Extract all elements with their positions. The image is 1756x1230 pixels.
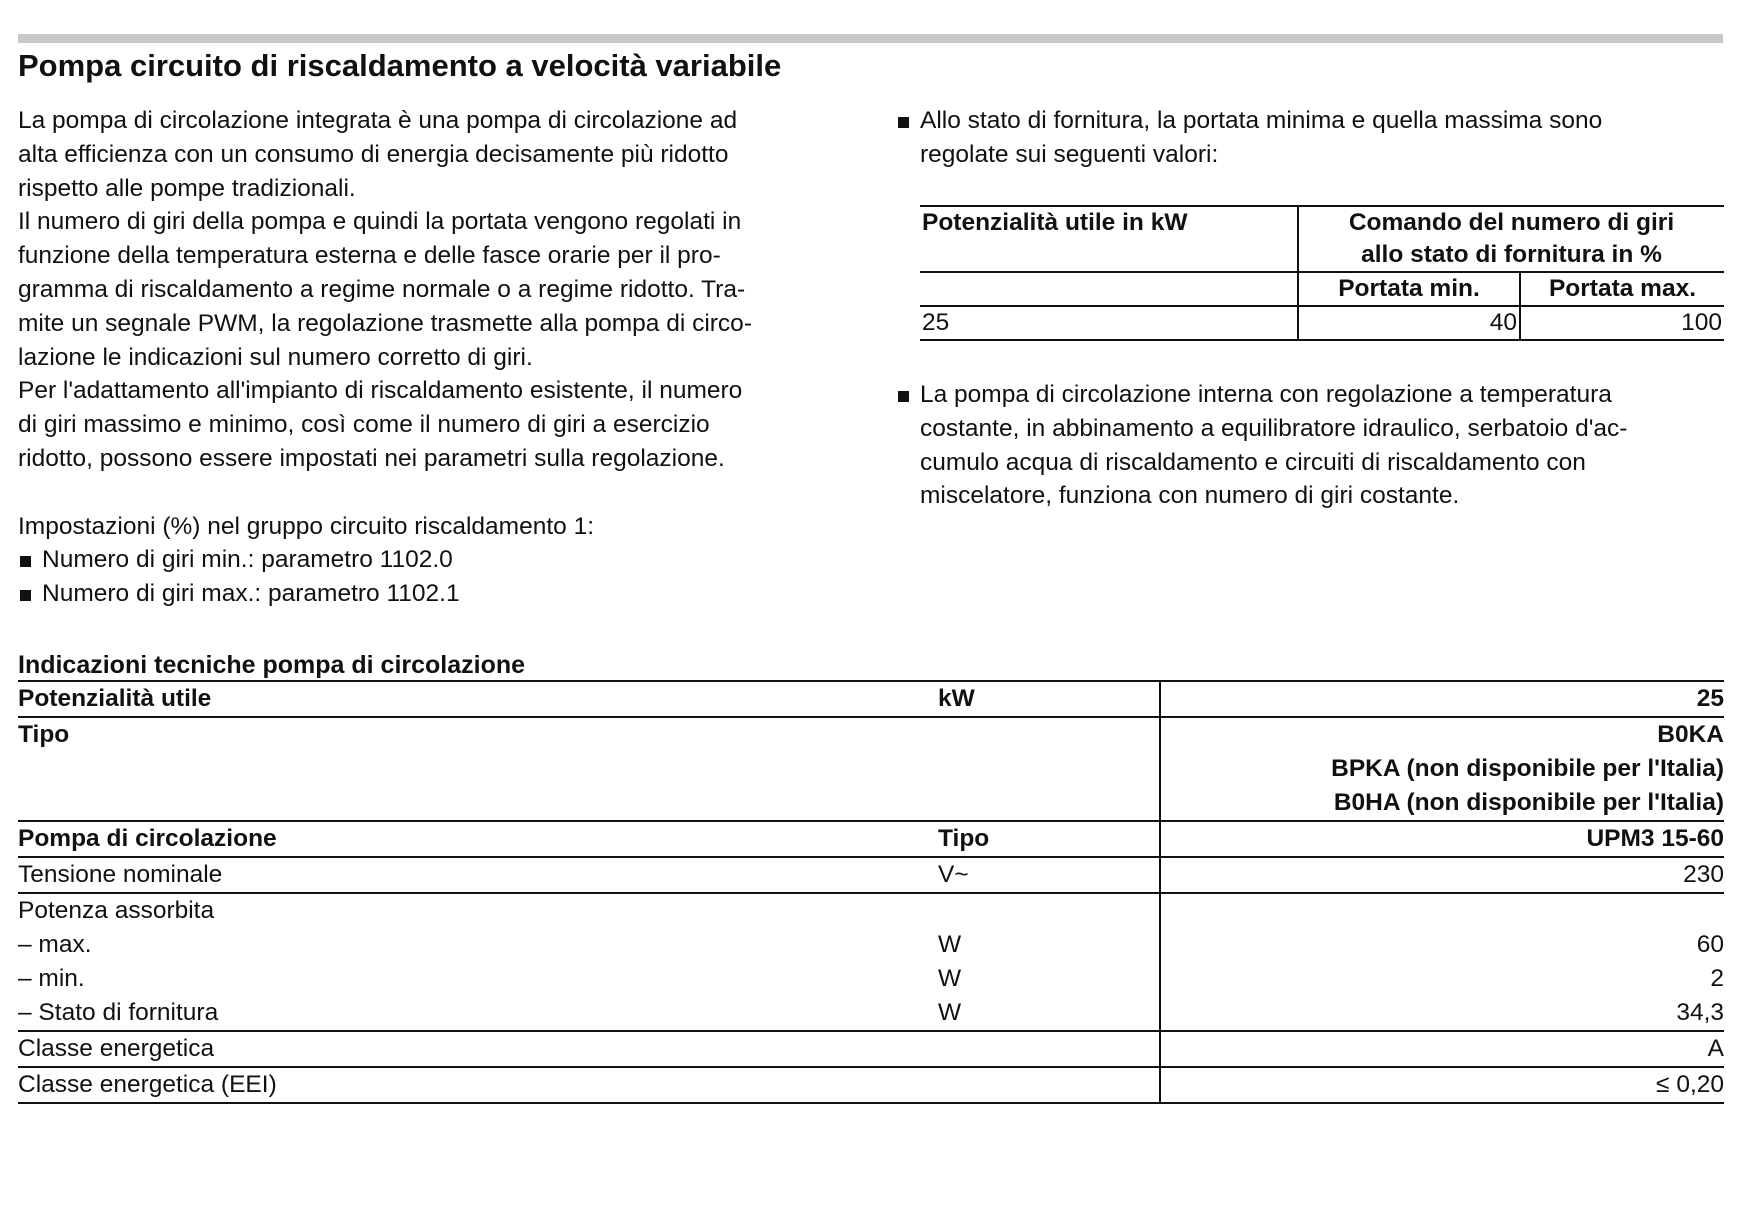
absorbed-min-unit: W: [938, 965, 962, 992]
value-energy-class: A: [1160, 1031, 1724, 1067]
absorbed-delivery-label: – Stato di fornitura: [18, 999, 219, 1026]
cell-power: 25: [920, 306, 1298, 340]
group-header-line: Comando del numero di giri: [1348, 209, 1675, 236]
type-value: BPKA (non disponibile per l'Italia): [1331, 755, 1724, 782]
text-line: alta efficienza con un consumo di energia decisamente più ridotto: [18, 140, 729, 168]
text-line: Per l'adattamento all'impianto di riscaldamento esistente, il numero: [18, 377, 743, 405]
cell-min: 40: [1298, 306, 1520, 340]
label-energy-class: Classe energetica: [18, 1031, 938, 1067]
absorbed-delivery-value: 34,3: [1676, 999, 1724, 1026]
table-row: [18, 717, 1724, 821]
square-bullet-icon: [898, 391, 909, 402]
label-eei: Classe energetica (EEI): [18, 1067, 938, 1103]
table-row: [18, 893, 1724, 1031]
settings-item: [18, 577, 848, 611]
left-column: [18, 104, 848, 611]
right-column: [896, 104, 1724, 172]
unit-power: kW: [938, 681, 1160, 717]
delivery-settings-table: [920, 205, 1724, 341]
settings-item-text: Numero di giri max.: parametro 1102.1: [42, 580, 460, 608]
unit-type: [938, 717, 1160, 821]
absorbed-max-value: 60: [1696, 931, 1724, 958]
unit-pump: Tipo: [938, 821, 1160, 857]
text-line: rispetto alle pompe tradizionali.: [18, 174, 356, 202]
sub-header-min: Portata min.: [1298, 272, 1520, 306]
value-voltage: 230: [1160, 857, 1724, 893]
cell-max: 100: [1520, 306, 1724, 340]
table-row: [18, 857, 1724, 893]
table-row: [18, 1031, 1724, 1067]
tech-specs-table: [18, 680, 1724, 1104]
value-eei: ≤ 0,20: [1160, 1067, 1724, 1103]
value-type: [1160, 717, 1724, 821]
unit-absorbed: [938, 893, 1160, 1031]
blank-cell: [920, 272, 1298, 306]
spacer: [1161, 894, 1724, 928]
table-row: [18, 681, 1724, 717]
text-line: ridotto, possono essere impostati nei parametri sulla regolazione.: [18, 444, 725, 472]
group-header-line: allo stato di fornitura in %: [1361, 241, 1662, 268]
value-pump: UPM3 15-60: [1160, 821, 1724, 857]
text-line: funzione della temperatura esterna e delle fasce orarie per il pro-: [18, 242, 721, 270]
text-line: regolate sui seguenti valori:: [920, 140, 1219, 168]
unit-voltage: V~: [938, 857, 1160, 893]
value-absorbed: [1160, 893, 1724, 1031]
square-bullet-icon: [898, 117, 909, 128]
tech-table-title: Indicazioni tecniche pompa di circolazione: [18, 651, 526, 679]
type-value: B0HA (non disponibile per l'Italia): [1333, 789, 1724, 816]
square-bullet-icon: [20, 590, 31, 601]
text-line: di giri massimo e minimo, così come il numero di giri a esercizio: [18, 411, 710, 439]
text-line: mite un segnale PWM, la regolazione trasmette alla pompa di circo-: [18, 309, 752, 337]
label-absorbed: [18, 893, 938, 1031]
text-line: Allo stato di fornitura, la portata minima e quella massima sono: [920, 107, 1603, 134]
absorbed-min-value: 2: [1710, 965, 1724, 992]
settings-item-text: Numero di giri min.: parametro 1102.0: [42, 546, 453, 574]
label-pump: Pompa di circolazione: [18, 821, 938, 857]
absorbed-min-label: – min.: [18, 965, 85, 992]
settings-item: [18, 543, 848, 577]
sub-header-max: Portata max.: [1520, 272, 1724, 306]
value-power: 25: [1160, 681, 1724, 717]
table-row: [18, 1067, 1724, 1103]
text-line: gramma di riscaldamento a regime normale o a regime ridotto. Tra-: [18, 275, 746, 303]
text-line: La pompa di circolazione interna con regolazione a temperatura: [920, 381, 1612, 408]
text-line: cumulo acqua di riscaldamento e circuiti di riscaldamento con: [920, 448, 1586, 476]
unit-energy-class: [938, 1031, 1160, 1067]
unit-eei: [938, 1067, 1160, 1103]
bullet-constant-speed: [896, 378, 1724, 513]
text-line: costante, in abbinamento a equilibratore idraulico, serbatoio d'ac-: [920, 414, 1628, 442]
square-bullet-icon: [20, 556, 31, 567]
table-row: [18, 821, 1724, 857]
col-header-power: Potenzialità utile in kW: [920, 206, 1298, 272]
label-voltage: Tensione nominale: [18, 857, 938, 893]
settings-intro: Impostazioni (%) nel gruppo circuito riscaldamento 1:: [18, 512, 595, 540]
label-type: Tipo: [18, 717, 938, 821]
text-line: miscelatore, funziona con numero di giri costante.: [920, 482, 1460, 510]
right-column-lower: [896, 378, 1724, 513]
top-rule: [18, 34, 1723, 43]
type-value: B0KA: [1657, 721, 1724, 748]
page-title: Pompa circuito di riscaldamento a velocità variabile: [18, 48, 782, 83]
spacer: [938, 894, 1159, 928]
text-line: La pompa di circolazione integrata è una pompa di circolazione ad: [18, 107, 738, 134]
absorbed-delivery-unit: W: [938, 999, 962, 1026]
absorbed-max-unit: W: [938, 931, 962, 958]
absorbed-max-label: – max.: [18, 931, 92, 958]
bullet-delivery-values: [896, 104, 1724, 172]
text-line: lazione le indicazioni sul numero corretto di giri.: [18, 343, 533, 371]
group-header: [1298, 206, 1724, 272]
label-power: Potenzialità utile: [18, 681, 938, 717]
text-line: Il numero di giri della pompa e quindi la portata vengono regolati in: [18, 208, 742, 236]
spacer: [18, 476, 848, 510]
absorbed-title: Potenza assorbita: [18, 897, 215, 924]
